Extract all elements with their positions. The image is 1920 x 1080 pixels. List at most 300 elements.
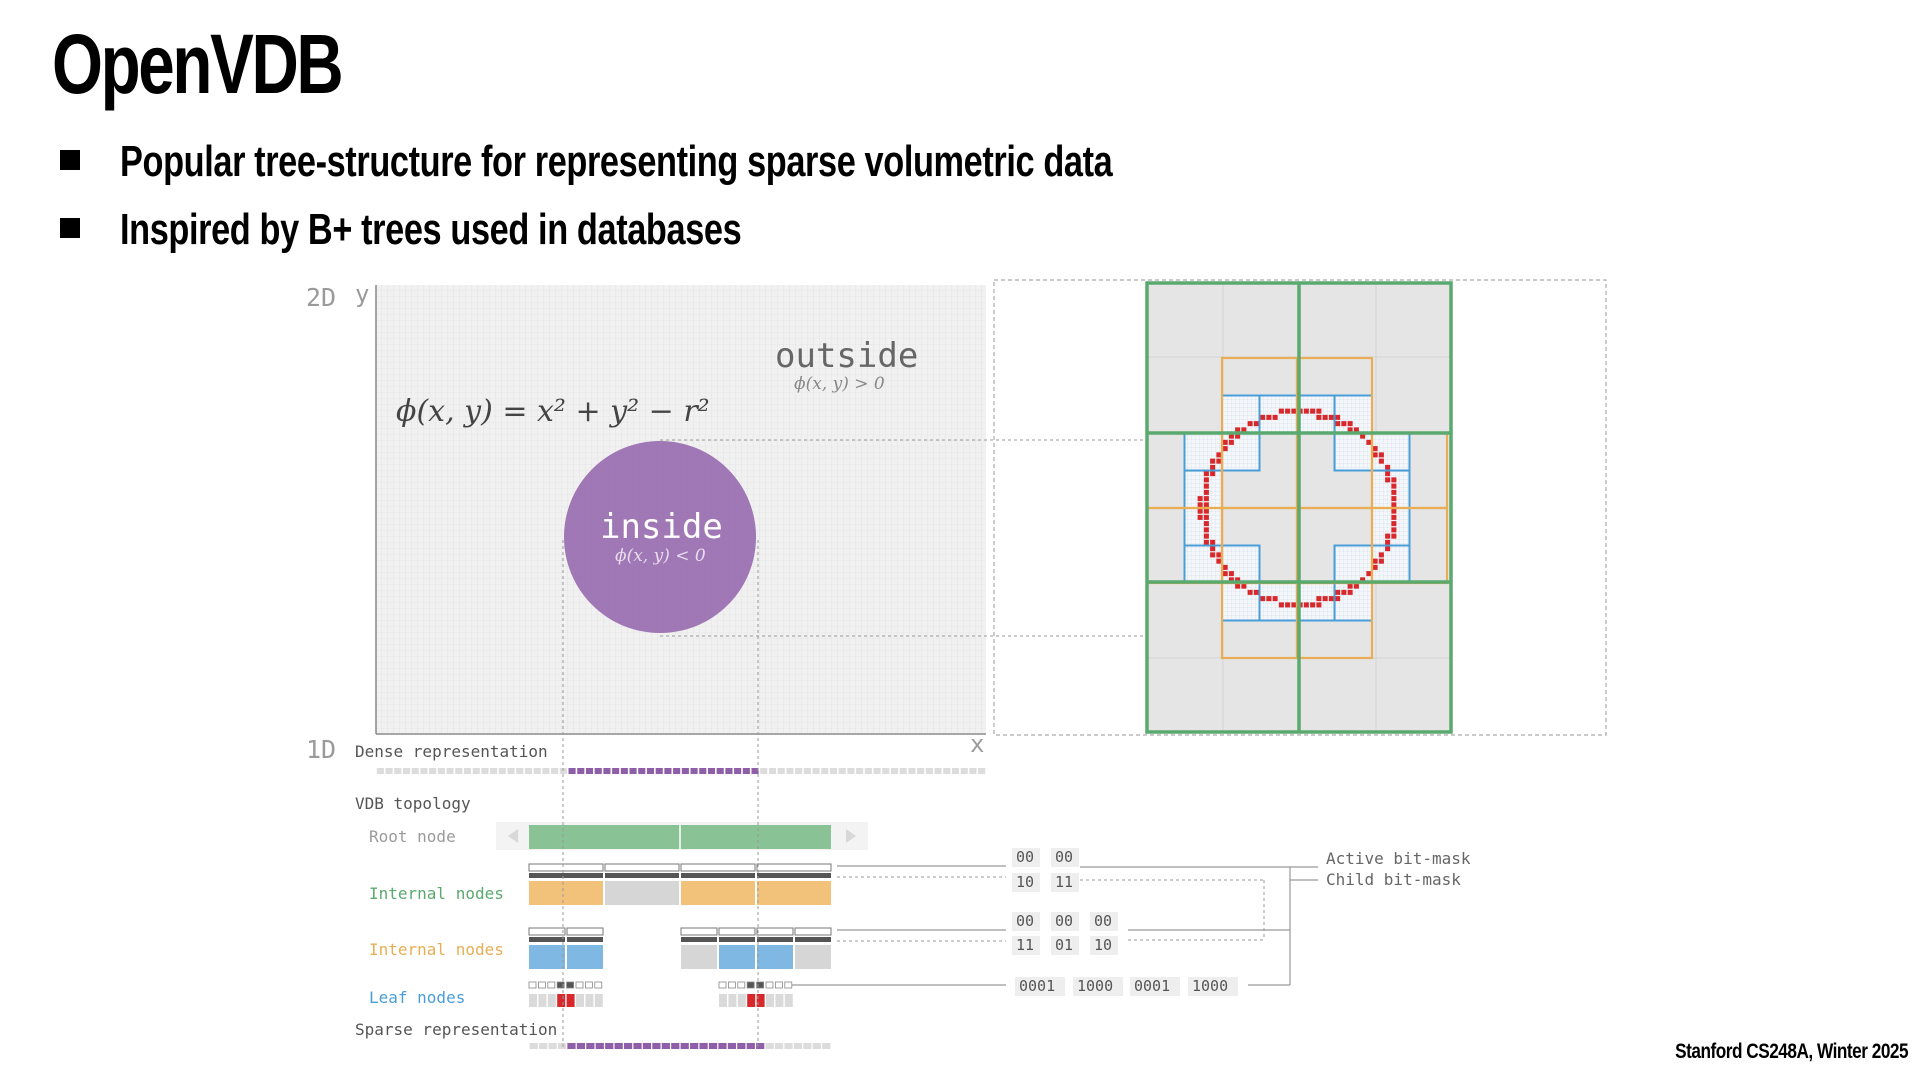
dense-cell [830,768,837,774]
leaf-mask-bit [567,982,574,988]
active-voxel [1385,540,1390,545]
dense-cell [717,768,724,774]
leaf-mask-bit [595,982,602,988]
active-voxel [1316,415,1321,420]
active-voxel [1354,584,1359,589]
active-voxel [1391,534,1396,539]
mask-r2-active-0: 00 [1016,912,1035,930]
dense-cell [743,768,750,774]
leaf-mask-bit [738,982,745,988]
active-voxel [1379,459,1384,464]
bullet-text: Inspired by B+ trees used in databases [120,205,742,254]
active-voxel [1279,602,1284,607]
dense-cell [638,768,645,774]
mask-r2-child-2: 10 [1094,936,1113,954]
dense-cell [516,768,523,774]
active-voxel [1210,459,1215,464]
active-voxel [1204,534,1209,539]
leaf-value [529,994,537,1007]
active-voxel [1248,421,1253,426]
internal-node-mask [605,864,679,871]
internal-node-mask [719,928,755,935]
active-voxel [1260,596,1265,601]
leaf-mask-bit [585,982,592,988]
leaf-mask-bit [576,982,583,988]
leaf-mask-2: 0001 [1134,977,1171,995]
active-voxel [1254,590,1259,595]
dense-cell [699,768,706,774]
active-voxel [1198,509,1203,514]
active-voxel [1391,502,1396,507]
sparse-cell [530,1043,538,1049]
inside-label: inside [600,507,723,547]
leaf-grid [1185,433,1223,471]
active-voxel [1266,415,1271,420]
sparse-cell [577,1043,585,1049]
leaf-value [585,994,593,1007]
active-voxel [1366,571,1371,576]
dense-cell [481,768,488,774]
active-voxel [1304,602,1309,607]
active-voxel [1273,596,1278,601]
active-voxel [1204,471,1209,476]
internal-node-mask [529,873,603,878]
label-2d: 2D [306,283,337,312]
dense-cell [490,768,497,774]
active-voxel [1229,440,1234,445]
leaf-mask-bit [719,982,726,988]
dense-cell [847,768,854,774]
sparse-cell [813,1043,821,1049]
mask-r2-child-0: 11 [1016,936,1035,954]
label-1d: 1D [306,735,337,764]
leaf-mask-bit [785,982,792,988]
leaf-grid [1222,583,1260,621]
dense-cell [595,768,602,774]
active-voxel [1198,496,1203,501]
dense-cell [691,768,698,774]
mask-r2-active-1: 00 [1055,912,1074,930]
bullet-text: Popular tree-structure for representing sparse volumetric data [120,137,1113,186]
leaf-value [576,994,584,1007]
active-voxel [1241,584,1246,589]
leaf-nodes-row [529,982,793,1007]
dense-cell [908,768,915,774]
active-voxel [1385,534,1390,539]
sparse-cell [643,1043,651,1049]
dense-cell [682,768,689,774]
active-voxel [1204,521,1209,526]
leaf-nodes-label: Leaf nodes [369,988,466,1007]
leaf-mask-0: 0001 [1019,977,1056,995]
active-voxel [1279,409,1284,414]
active-voxel [1335,590,1340,595]
internal-nodes-label-1: Internal nodes [369,884,504,903]
active-voxel [1348,584,1353,589]
active-voxel [1223,440,1228,445]
active-voxel [1210,540,1215,545]
leaf-value [775,994,783,1007]
dense-cell [447,768,454,774]
dense-cell [821,768,828,774]
active-voxel [1316,409,1321,414]
sparse-cell [662,1043,670,1049]
internal-node-mask [681,937,717,942]
active-voxel [1204,477,1209,482]
sparse-cell [699,1043,707,1049]
active-voxel [1385,471,1390,476]
dense-cell [734,768,741,774]
leaf-value [747,994,755,1007]
active-voxel [1235,584,1240,589]
active-voxel [1310,409,1315,414]
internal-node-mask [795,928,831,935]
leaf-mask-3: 1000 [1192,977,1229,995]
active-voxel [1285,602,1290,607]
sparse-cell [784,1043,792,1049]
active-voxel [1223,571,1228,576]
sparse-cell [747,1043,755,1049]
dense-cell [630,768,637,774]
leaf-value [567,994,575,1007]
internal-node-mask [529,928,565,935]
mask-r2-child-1: 01 [1055,936,1074,954]
sparse-cell [652,1043,660,1049]
internal-node [567,945,603,969]
active-voxel [1323,415,1328,420]
active-voxel [1204,490,1209,495]
dense-cell [612,768,619,774]
dense-cell [438,768,445,774]
dense-cell [874,768,881,774]
dense-cell [656,768,663,774]
internal-node-mask [681,928,717,935]
dense-cell [455,768,462,774]
active-voxel [1379,559,1384,564]
active-voxel [1341,421,1346,426]
active-voxel [1285,409,1290,414]
outside-condition: ϕ(x, y) > 0 [794,374,885,394]
active-voxel [1291,409,1296,414]
dense-cell [769,768,776,774]
dense-cell [839,768,846,774]
active-voxel [1204,484,1209,489]
dense-cell [473,768,480,774]
sparse-cell [671,1043,679,1049]
sparse-cell [615,1043,623,1049]
leaf-grid [1222,433,1260,471]
dense-cell [377,768,384,774]
dense-cell [882,768,889,774]
leaf-grid [1260,583,1298,621]
leaf-grid [1185,546,1223,584]
internal-nodes-row-2 [529,928,831,969]
sparse-cell [558,1043,566,1049]
sparse-cell [633,1043,641,1049]
internal-node [719,945,755,969]
active-voxel [1223,446,1228,451]
internal-node [681,881,755,905]
dense-cell [952,768,959,774]
dense-cell [813,768,820,774]
leaf-value [548,994,556,1007]
dense-cell [464,768,471,774]
leaf-value [738,994,746,1007]
dense-cell [664,768,671,774]
active-voxel [1391,484,1396,489]
sparse-cell [605,1043,613,1049]
dense-cell [804,768,811,774]
leaf-grid [1297,583,1335,621]
leaf-grid [1222,396,1260,434]
active-voxel [1210,465,1215,470]
dense-cell [778,768,785,774]
internal-node [529,945,565,969]
active-voxel [1204,502,1209,507]
sparse-representation-row [530,1043,831,1049]
active-voxel [1229,571,1234,576]
active-voxel [1385,546,1390,551]
active-voxel [1216,552,1221,557]
dense-cell [429,768,436,774]
dense-cell [603,768,610,774]
leaf-mask-bit [728,982,735,988]
internal-node-mask [605,873,679,878]
active-voxel [1391,490,1396,495]
internal-node-mask [529,864,603,871]
leaf-grid [1260,396,1298,434]
dense-cell [534,768,541,774]
active-voxel [1329,596,1334,601]
active-voxel [1198,502,1203,507]
active-voxel [1373,559,1378,564]
internal-node-mask [757,937,793,942]
active-voxel [1310,602,1315,607]
active-voxel [1379,452,1384,457]
mask-r1-child-1: 11 [1055,873,1074,891]
dense-cell [569,768,576,774]
active-voxel [1348,421,1353,426]
active-voxel [1391,521,1396,526]
internal-node [605,881,679,905]
dense-cell [577,768,584,774]
y-axis-label: y [355,280,370,308]
active-voxel [1391,527,1396,532]
internal-node-mask [681,873,755,878]
active-voxel [1379,552,1384,557]
active-voxel [1204,515,1209,520]
mask-r2-active-2: 00 [1094,912,1113,930]
dense-cell [708,768,715,774]
leaf-grid [1335,396,1373,434]
active-voxel [1291,602,1296,607]
active-voxel [1204,509,1209,514]
child-mask-connectors [837,877,1264,941]
dense-cell [978,768,985,774]
sparse-representation-label: Sparse representation [355,1020,558,1039]
active-voxel [1198,515,1203,520]
leaf-value [757,994,765,1007]
leaf-value [719,994,727,1007]
sparse-cell [586,1043,594,1049]
sparse-cell [766,1043,774,1049]
active-voxel [1391,515,1396,520]
dense-representation-row [377,768,985,774]
active-voxel [1335,415,1340,420]
internal-node-mask [681,864,755,871]
sparse-cell [756,1043,764,1049]
internal-node-mask [719,937,755,942]
sparse-cell [718,1043,726,1049]
internal-node [681,945,717,969]
active-voxel [1260,415,1265,420]
leaf-value [766,994,774,1007]
dense-cell [542,768,549,774]
slide-title: OpenVDB [52,17,342,111]
sparse-cell [822,1043,830,1049]
dense-cell [420,768,427,774]
bitmask-panel [792,848,1471,996]
leaf-grid [1335,546,1373,584]
active-voxel [1391,477,1396,482]
inside-condition: ϕ(x, y) < 0 [615,546,706,566]
active-voxel [1316,596,1321,601]
active-voxel [1254,421,1259,426]
leaf-mask-bit [766,982,773,988]
leaf-grid [1297,396,1335,434]
active-voxel [1216,459,1221,464]
sparse-cell [681,1043,689,1049]
dense-cell [508,768,515,774]
leaf-grid [1335,583,1373,621]
dense-cell [961,768,968,774]
dense-2d-panel [306,280,986,758]
dense-cell [386,768,393,774]
active-voxel [1348,590,1353,595]
active-voxel [1210,471,1215,476]
active-voxel [1329,415,1334,420]
active-voxel [1216,559,1221,564]
sparse-cell [567,1043,575,1049]
active-voxel [1210,546,1215,551]
sparse-cell [624,1043,632,1049]
leaf-value [557,994,565,1007]
active-voxel [1335,596,1340,601]
active-voxel [1391,496,1396,501]
leaf-grid [1372,471,1410,509]
active-voxel [1385,465,1390,470]
active-voxel [1385,477,1390,482]
dense-cell [795,768,802,774]
root-node-label: Root node [369,827,456,846]
mask-r1-active-1: 00 [1055,848,1074,866]
leaf-grid [1372,546,1410,584]
active-voxel [1248,590,1253,595]
sparse-cell [794,1043,802,1049]
dense-cell [943,768,950,774]
dense-cell [760,768,767,774]
topology-label: VDB topology [355,794,471,813]
leaf-grid [1185,471,1223,509]
sparse-cell [803,1043,811,1049]
dense-cell [403,768,410,774]
leaf-grid [1372,433,1410,471]
dense-cell [621,768,628,774]
dense-cell [856,768,863,774]
leaf-grid [1222,546,1260,584]
active-voxel [1373,446,1378,451]
internal-node-mask [795,937,831,942]
sparse-cell [737,1043,745,1049]
sparse-cell [728,1043,736,1049]
outside-label: outside [775,336,919,376]
internal-nodes-label-2: Internal nodes [369,940,504,959]
active-voxel [1304,409,1309,414]
sparse-cell [775,1043,783,1049]
internal-node [795,945,831,969]
leaf-mask-bit [529,982,536,988]
active-voxel [1204,540,1209,545]
equation: ϕ(x, y) = x² + y² − r² [396,394,710,429]
sparse-cell [596,1043,604,1049]
active-voxel [1323,596,1328,601]
leaf-value [538,994,546,1007]
internal-node-mask [529,937,565,942]
internal-node-mask [567,928,603,935]
active-voxel [1373,452,1378,457]
active-voxel [1204,496,1209,501]
leaf-grid [1185,508,1223,546]
leaf-grid [1372,508,1410,546]
active-voxel [1316,602,1321,607]
sparse-cell [690,1043,698,1049]
dense-representation-label: Dense representation [355,742,548,761]
active-voxel [1216,452,1221,457]
leaf-mask-bit [548,982,555,988]
active-voxel [1391,509,1396,514]
x-axis-label: x [970,730,985,758]
active-voxel [1366,440,1371,445]
dense-cell [865,768,872,774]
leaf-value [785,994,793,1007]
leaf-grid [1335,433,1373,471]
legend-active-bitmask: Active bit-mask [1326,849,1471,868]
dense-cell [926,768,933,774]
internal-node [757,945,793,969]
dense-cell [725,768,732,774]
internal-node-mask [567,937,603,942]
sparse-cell [709,1043,717,1049]
dense-cell [647,768,654,774]
footer-credit: Stanford CS248A, Winter 2025 [1675,1040,1908,1063]
dense-cell [786,768,793,774]
leaf-mask-bit [747,982,754,988]
leaf-mask-bit [538,982,545,988]
dense-cell [969,768,976,774]
active-voxel [1210,552,1215,557]
active-voxel [1266,596,1271,601]
leaf-mask-1: 1000 [1077,977,1114,995]
active-voxel [1335,421,1340,426]
internal-node-mask [757,873,831,878]
leaf-mask-bit [775,982,782,988]
leaf-value [728,994,736,1007]
internal-node-mask [757,864,831,871]
internal-nodes-row-1 [529,864,831,905]
legend-child-bitmask: Child bit-mask [1326,870,1461,889]
dense-cell [394,768,401,774]
active-voxel [1341,590,1346,595]
